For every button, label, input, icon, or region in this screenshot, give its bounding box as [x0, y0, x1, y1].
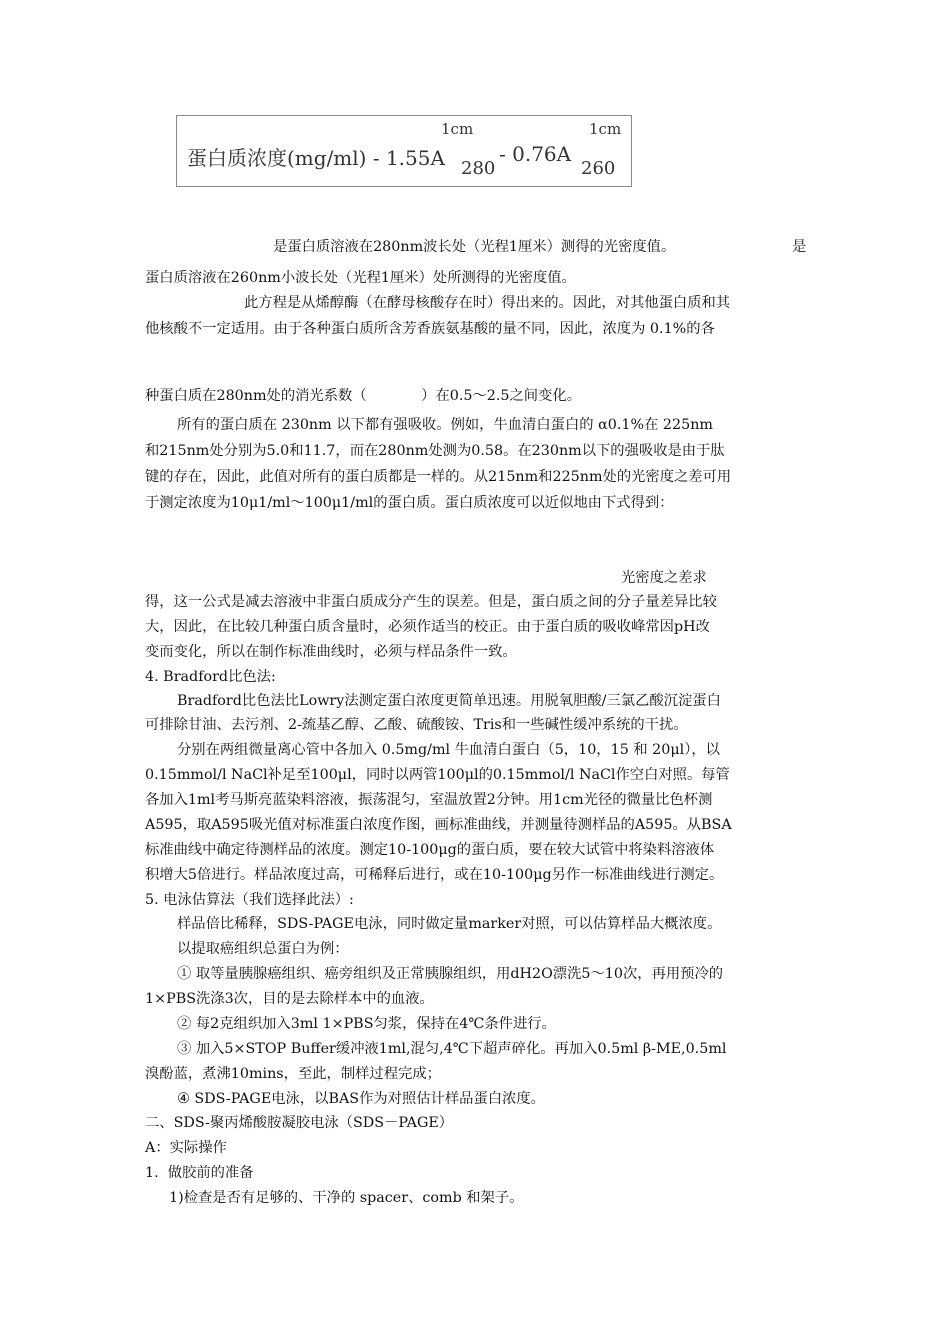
- text-line: 和215nm处分别为5.0和11.7，而在280nm处测为0.58。在230nm以下的强吸收是由于肽: [145, 443, 725, 459]
- formula-mid: - 0.76A: [499, 142, 572, 166]
- text-line: 所有的蛋白质在 230nm 以下都有强吸收。例如，牛血清白蛋白的 α0.1%在 225nm: [177, 417, 713, 433]
- text-line: 溴酚蓝，煮沸10mins，至此，制样过程完成；: [145, 1066, 441, 1082]
- formula-sub-2: 260: [581, 158, 616, 179]
- text-line: 1)检查是否有足够的、干净的 spacer、comb 和架子。: [169, 1190, 524, 1206]
- text-line: ③ 加入5×STOP Buffer缓冲液1ml,混匀,4℃下超声碎化。再加入0.5ml β-ME,0.5ml: [177, 1041, 727, 1057]
- text-line: 样品倍比稀释，SDS-PAGE电泳，同时做定量marker对照，可以估算样品大概浓度。: [177, 916, 722, 932]
- text-line: 他核酸不一定适用。由于各种蛋白质所含芳香族氨基酸的量不同，因此，浓度为 0.1%的各: [145, 321, 715, 337]
- text-line: ④ SDS-PAGE电泳，以BAS作为对照估计样品蛋白浓度。: [177, 1091, 545, 1107]
- formula-sup-1: 1cm: [441, 120, 474, 138]
- text-line: ② 每2克组织加入3ml 1×PBS匀浆，保持在4℃条件进行。: [177, 1016, 556, 1032]
- text-line: 大，因此，在比较几种蛋白质含量时，必须作适当的校正。由于蛋白质的吸收峰常因pH改: [145, 619, 710, 635]
- text-line: 变而变化，所以在制作标准曲线时，必须与样品条件一致。: [145, 644, 517, 660]
- text-line: 1×PBS洗涤3次，目的是去除样本中的血液。: [145, 991, 434, 1007]
- text-line: 可排除甘油、去污剂、2-巯基乙醇、乙酸、硫酸铵、Tris和一些碱性缓冲系统的干扰。: [145, 717, 688, 733]
- text-line: A595，取A595吸光值对标准蛋白浓度作图，画标准曲线，并测量待测样品的A595。从BSA: [145, 817, 732, 833]
- text-line: 蛋白质溶液在260nm小波长处（光程1厘米）处所测得的光密度值。: [145, 270, 576, 286]
- text-line: 分别在两组微量离心管中各加入 0.5mg/ml 牛血清白蛋白（5，10，15 和 20μl），以: [177, 742, 720, 758]
- text-line: 种蛋白质在280nm处的消光系数（ ）在0.5～2.5之间变化。: [145, 388, 581, 404]
- text-line: 是: [792, 239, 807, 255]
- text-line: 此方程是从烯醇酶（在酵母核酸存在时）得出来的。因此，对其他蛋白质和其: [244, 295, 731, 311]
- text-line: 5. 电泳估算法（我们选择此法）:: [145, 892, 354, 908]
- formula-left: 蛋白质浓度(mg/ml) - 1.55A: [187, 146, 445, 170]
- text-line: 是蛋白质溶液在280nm波长处（光程1厘米）测得的光密度值。: [273, 239, 676, 255]
- formula-sub-1: 280: [461, 158, 496, 179]
- text-line: A：实际操作: [145, 1140, 227, 1156]
- text-line: 于测定浓度为10μ1/ml～100μ1/ml的蛋白质。蛋白质浓度可以近似地由下式得到：: [145, 495, 674, 511]
- formula-sup-2: 1cm: [589, 120, 622, 138]
- text-line: Bradford比色法比Lowry法测定蛋白浓度更简单迅速。用脱氧胆酸/三氯乙酸沉淀蛋白: [177, 693, 721, 709]
- text-line: 标准曲线中确定待测样品的浓度。测定10-100μg的蛋白质，要在较大试管中将染料溶液体: [145, 842, 715, 858]
- text-line: 各加入1ml考马斯亮蓝染料溶液，振荡混匀，室温放置2分钟。用1cm光径的微量比色杯测: [145, 792, 713, 808]
- text-line: 键的存在，因此，此值对所有的蛋白质都是一样的。从215nm和225nm处的光密度之差可用: [145, 469, 732, 485]
- text-line: 0.15mmol/l NaCl补足至100μl，同时以两管100μl的0.15mmol/l NaCl作空白对照。每管: [145, 767, 730, 783]
- text-line: 4. Bradford比色法:: [145, 669, 276, 685]
- text-line: 得，这一公式是减去溶液中非蛋白质成分产生的误差。但是，蛋白质之间的分子量差异比较: [145, 594, 717, 610]
- text-line: 以提取癌组织总蛋白为例：: [177, 941, 349, 957]
- formula-image: [176, 115, 632, 187]
- text-line: 光密度之差求: [621, 570, 707, 586]
- text-line: ① 取等量胰腺癌组织、癌旁组织及正常胰腺组织，用dH2O漂洗5～10次，再用预冷的: [177, 966, 724, 982]
- text-line: 积增大5倍进行。样品浓度过高，可稀释后进行，或在10-100μg另作一标准曲线进行测定。: [145, 867, 724, 883]
- text-line: 1. 做胶前的准备: [145, 1165, 254, 1181]
- text-line: 二、SDS-聚丙烯酸胺凝胶电泳（SDS－PAGE）: [145, 1115, 454, 1131]
